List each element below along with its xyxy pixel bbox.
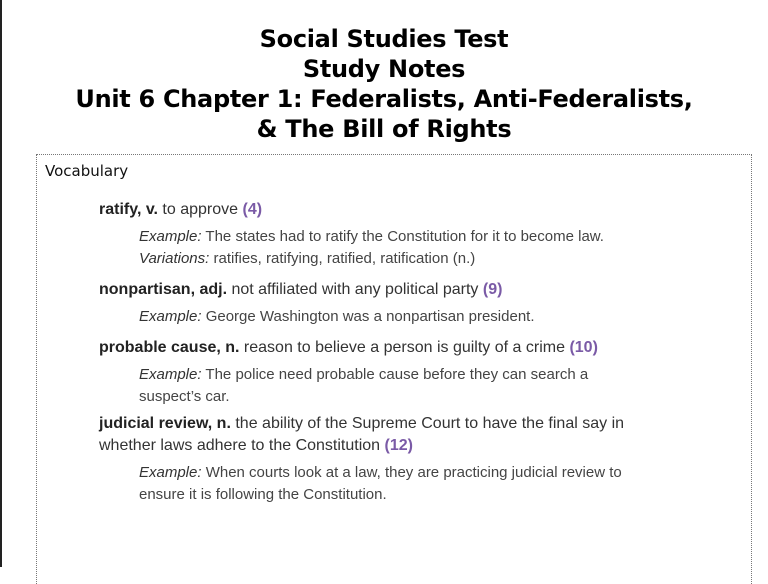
definition: to approve: [157, 201, 243, 218]
example-block: [99, 226, 604, 270]
page-reference: (10): [569, 339, 598, 356]
variations-line: [139, 248, 604, 270]
example-label: Example:: [139, 366, 202, 383]
definition: whether laws adhere to the Constitution: [99, 437, 385, 454]
term-line: [99, 337, 598, 359]
term-line: [99, 413, 624, 435]
vocab-entry-probable-cause: [99, 337, 598, 408]
example-line: [139, 462, 624, 484]
term: probable cause, n.: [99, 339, 240, 356]
example-text: George Washington was a nonpartisan president.: [201, 308, 535, 325]
vocab-entry-ratify: [99, 199, 604, 270]
example-block: [99, 462, 624, 506]
definition: not affiliated with any political party: [227, 281, 483, 298]
vocab-entry-nonpartisan: [99, 279, 535, 328]
example-label: Example:: [139, 464, 202, 481]
example-text: The police need probable cause before they can search a: [201, 366, 589, 383]
example-line: [139, 226, 604, 248]
page-header: [0, 24, 768, 144]
title-line-4: & The Bill of Rights: [256, 115, 512, 143]
example-line: ensure it is following the Constitution.: [139, 486, 387, 503]
vocabulary-label: Vocabulary: [45, 162, 129, 180]
term: ratify, v.: [99, 201, 158, 218]
vocab-entry-judicial-review: [99, 413, 624, 506]
term-line: [99, 199, 604, 221]
page-reference: (12): [384, 437, 413, 454]
vocabulary-box: [36, 154, 752, 584]
example-label: Example:: [139, 228, 202, 245]
example-block: [99, 306, 535, 328]
title-line-2: Study Notes: [302, 55, 466, 83]
example-block: [99, 364, 598, 408]
title-line-3: Unit 6 Chapter 1: Federalists, Anti-Federalists,: [75, 85, 693, 113]
term-line: [99, 435, 624, 457]
term: judicial review, n.: [99, 415, 231, 432]
example-label: Example:: [139, 308, 202, 325]
example-text: The states had to ratify the Constitution for it to become law.: [201, 228, 604, 245]
example-text: When courts look at a law, they are practicing judicial review to: [201, 464, 622, 481]
example-line: suspect’s car.: [139, 388, 230, 405]
title-line-1: Social Studies Test: [259, 25, 509, 53]
definition: reason to believe a person is guilty of a crime: [239, 339, 570, 356]
example-line: [139, 306, 535, 328]
variations-text: ratifies, ratifying, ratified, ratification (n.): [209, 250, 476, 267]
page-reference: (9): [482, 281, 503, 298]
page-reference: (4): [242, 201, 263, 218]
term-line: [99, 279, 535, 301]
definition: the ability of the Supreme Court to have the final say in: [230, 415, 625, 432]
variations-label: Variations:: [139, 250, 210, 267]
term: nonpartisan, adj.: [99, 281, 228, 298]
example-line: [139, 364, 598, 386]
